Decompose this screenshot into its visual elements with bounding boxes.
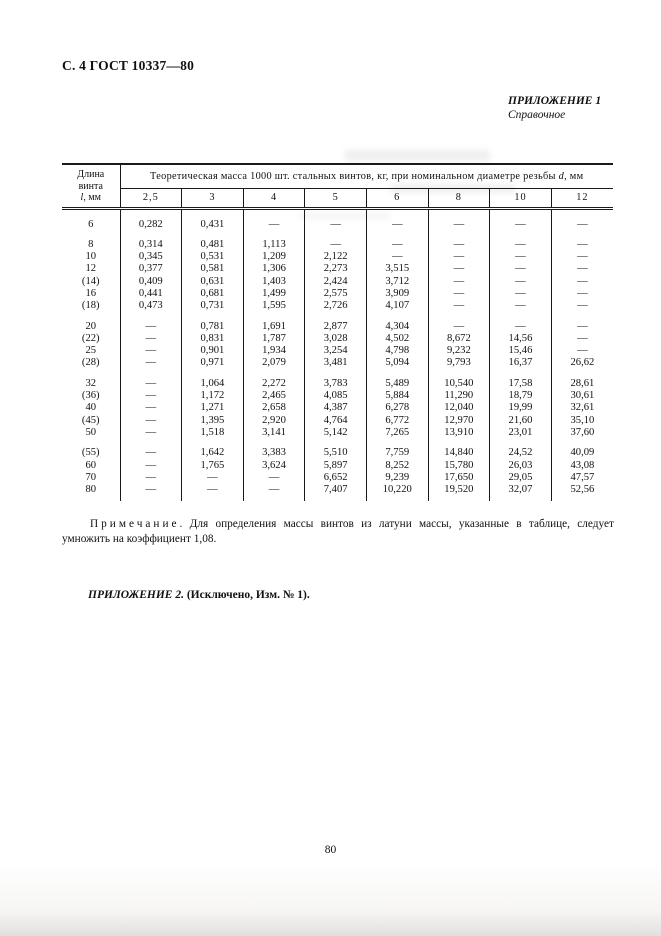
mass-value-cell: — <box>551 208 613 231</box>
mass-value-cell: 0,731 <box>182 300 244 312</box>
row-length-label: 70 <box>85 471 97 483</box>
mass-value-cell: 7,407 <box>305 484 367 501</box>
mass-value-cell: 0,781 <box>182 313 244 333</box>
table-row <box>62 370 613 390</box>
mass-value-cell: 2,658 <box>243 402 305 414</box>
mass-value-cell: — <box>120 402 182 414</box>
mass-value-cell: 1,518 <box>182 427 244 439</box>
mass-value-cell: — <box>120 345 182 357</box>
mass-value-cell: 1,271 <box>182 402 244 414</box>
mass-value-cell: 1,642 <box>182 439 244 459</box>
mass-value-cell: 2,920 <box>243 415 305 427</box>
table-row <box>62 390 613 402</box>
mass-value-cell: 1,499 <box>243 288 305 300</box>
mass-value-cell: 16,37 <box>490 357 552 369</box>
mass-value-cell: — <box>120 313 182 333</box>
mass-value-cell: — <box>490 288 552 300</box>
appendix-2-title: ПРИЛОЖЕНИЕ 2. <box>88 589 184 601</box>
mass-value-cell: 5,510 <box>305 439 367 459</box>
mass-value-cell: 13,910 <box>428 427 490 439</box>
mass-value-cell: 7,759 <box>366 439 428 459</box>
row-length-label: 32 <box>85 377 97 389</box>
mass-value-cell: 3,909 <box>366 288 428 300</box>
mass-value-cell: 5,884 <box>366 390 428 402</box>
mass-value-cell: — <box>490 276 552 288</box>
mass-value-cell: 2,273 <box>305 263 367 275</box>
mass-value-cell: — <box>551 313 613 333</box>
scan-artifact <box>345 150 490 161</box>
mass-value-cell: 0,681 <box>182 288 244 300</box>
mass-value-cell: 1,403 <box>243 276 305 288</box>
table-row <box>62 460 613 472</box>
mass-value-cell: — <box>366 231 428 251</box>
diameter-header-3: 5 <box>305 188 367 208</box>
mass-value-cell: 30,61 <box>551 390 613 402</box>
mass-value-cell: 3,481 <box>305 357 367 369</box>
mass-value-cell: — <box>551 251 613 263</box>
mass-value-cell: 0,581 <box>182 263 244 275</box>
row-length-label: (22) <box>81 332 100 344</box>
table-row <box>62 208 613 231</box>
mass-value-cell: — <box>428 251 490 263</box>
mass-value-cell: — <box>120 427 182 439</box>
mass-value-cell: — <box>243 484 305 501</box>
mass-value-cell: 26,62 <box>551 357 613 369</box>
mass-value-cell: — <box>490 231 552 251</box>
mass-value-cell: — <box>366 251 428 263</box>
mass-value-cell: 7,265 <box>366 427 428 439</box>
mass-value-cell: — <box>428 288 490 300</box>
mass-value-cell: 8,252 <box>366 460 428 472</box>
mass-value-cell: — <box>428 263 490 275</box>
mass-value-cell: — <box>120 333 182 345</box>
table-note <box>62 517 614 546</box>
mass-value-cell: 14,840 <box>428 439 490 459</box>
mass-value-cell: 2,424 <box>305 276 367 288</box>
mass-value-cell: 6,278 <box>366 402 428 414</box>
mass-value-cell: 28,61 <box>551 370 613 390</box>
mass-value-cell: 15,780 <box>428 460 490 472</box>
mass-value-cell: 0,531 <box>182 251 244 263</box>
row-length-label: 16 <box>85 287 97 299</box>
mass-value-cell: 18,79 <box>490 390 552 402</box>
row-length-label: (45) <box>81 414 100 426</box>
table-row <box>62 300 613 312</box>
row-length-label: 6 <box>88 218 94 230</box>
mass-value-cell: 5,489 <box>366 370 428 390</box>
mass-value-cell: 10,220 <box>366 484 428 501</box>
mass-value-cell: 1,209 <box>243 251 305 263</box>
table-row <box>62 402 613 414</box>
mass-value-cell: 9,239 <box>366 472 428 484</box>
mass-value-cell: 17,650 <box>428 472 490 484</box>
mass-value-cell: — <box>428 300 490 312</box>
mass-value-cell: 4,502 <box>366 333 428 345</box>
mass-value-cell: 0,971 <box>182 357 244 369</box>
mass-value-cell: 9,793 <box>428 357 490 369</box>
mass-value-cell: 1,064 <box>182 370 244 390</box>
mass-value-cell: 19,520 <box>428 484 490 501</box>
mass-value-cell: — <box>120 439 182 459</box>
mass-value-cell: 3,783 <box>305 370 367 390</box>
length-header-text: Длина винта <box>77 169 105 192</box>
mass-value-cell: 5,142 <box>305 427 367 439</box>
row-length-label: 80 <box>85 484 97 496</box>
screw-mass-table <box>62 163 613 501</box>
diameter-header-5: 8 <box>428 188 490 208</box>
table-row <box>62 439 613 459</box>
mass-value-cell: 1,395 <box>182 415 244 427</box>
mass-value-cell: 4,798 <box>366 345 428 357</box>
table-row <box>62 345 613 357</box>
mass-value-cell: — <box>428 276 490 288</box>
page-number: 80 <box>324 844 337 856</box>
mass-value-cell: 29,05 <box>490 472 552 484</box>
mass-value-cell: 32,61 <box>551 402 613 414</box>
diameter-header-6: 10 <box>490 188 552 208</box>
length-unit: , мм <box>83 192 101 203</box>
mass-value-cell: 0,431 <box>182 208 244 231</box>
mass-value-cell: 3,383 <box>243 439 305 459</box>
mass-value-cell: 4,107 <box>366 300 428 312</box>
mass-value-cell: 0,901 <box>182 345 244 357</box>
row-length-label: (14) <box>81 275 100 287</box>
row-length-label: 8 <box>88 238 94 250</box>
mass-value-cell: 3,712 <box>366 276 428 288</box>
mass-value-cell: — <box>120 472 182 484</box>
mass-value-cell: 5,897 <box>305 460 367 472</box>
row-length-label: 10 <box>85 251 97 263</box>
row-length-label: (18) <box>81 300 100 312</box>
mass-value-cell: 0,481 <box>182 231 244 251</box>
mass-value-cell: 12,040 <box>428 402 490 414</box>
mass-value-cell: 5,094 <box>366 357 428 369</box>
mass-value-cell: 1,691 <box>243 313 305 333</box>
appendix-2-status: (Исключено, Изм. № 1). <box>183 589 310 601</box>
row-length-label: (36) <box>81 390 100 402</box>
mass-value-cell: 0,409 <box>120 276 182 288</box>
mass-value-cell: 2,272 <box>243 370 305 390</box>
mass-value-cell: — <box>490 313 552 333</box>
table-row <box>62 333 613 345</box>
row-length-label: (55) <box>81 447 100 459</box>
mass-value-cell: — <box>243 472 305 484</box>
mass-value-cell: 0,631 <box>182 276 244 288</box>
mass-value-cell: 26,03 <box>490 460 552 472</box>
mass-value-cell: 37,60 <box>551 427 613 439</box>
mass-value-cell: 3,624 <box>243 460 305 472</box>
mass-value-cell: 2,726 <box>305 300 367 312</box>
row-length-label: 12 <box>85 263 97 275</box>
diameter-header-row <box>62 188 613 208</box>
table-row <box>62 276 613 288</box>
mass-value-cell: 4,387 <box>305 402 367 414</box>
row-length-label: (28) <box>81 357 100 369</box>
column-header-length <box>62 164 120 208</box>
mass-value-cell: — <box>182 472 244 484</box>
mass-value-cell: 0,282 <box>120 208 182 231</box>
mass-value-cell: 17,58 <box>490 370 552 390</box>
mass-value-cell: — <box>120 484 182 501</box>
mass-value-cell: 43,08 <box>551 460 613 472</box>
diameter-symbol: d <box>558 171 565 183</box>
diameter-header-4: 6 <box>366 188 428 208</box>
row-length-label: 25 <box>85 345 97 357</box>
mass-value-cell: 3,254 <box>305 345 367 357</box>
table-row <box>62 357 613 369</box>
mass-value-cell: — <box>428 313 490 333</box>
mass-value-cell: 40,09 <box>551 439 613 459</box>
mass-value-cell: — <box>120 370 182 390</box>
table-row <box>62 313 613 333</box>
mass-value-cell: 6,772 <box>366 415 428 427</box>
mass-value-cell: — <box>551 300 613 312</box>
mass-value-cell: — <box>305 208 367 231</box>
mass-value-cell: 1,787 <box>243 333 305 345</box>
mass-value-cell: 0,473 <box>120 300 182 312</box>
mass-value-cell: 1,934 <box>243 345 305 357</box>
mass-value-cell: 1,113 <box>243 231 305 251</box>
mass-value-cell: — <box>120 357 182 369</box>
appendix-2-line <box>88 589 310 601</box>
mass-value-cell: — <box>551 276 613 288</box>
span-header-text: Теоретическая масса 1000 шт. стальных винтов, кг, при номинальном диаметре резьбы <box>150 171 559 183</box>
mass-value-cell: — <box>490 251 552 263</box>
table-row <box>62 415 613 427</box>
mass-value-cell: 52,56 <box>551 484 613 501</box>
mass-value-cell: 3,028 <box>305 333 367 345</box>
length-symbol: l <box>80 192 84 203</box>
mass-value-cell: 8,672 <box>428 333 490 345</box>
mass-table-container <box>62 163 613 501</box>
row-length-label: 20 <box>85 320 97 332</box>
mass-value-cell: — <box>551 231 613 251</box>
mass-value-cell: 0,831 <box>182 333 244 345</box>
mass-value-cell: — <box>551 263 613 275</box>
mass-value-cell: — <box>551 288 613 300</box>
mass-value-cell: 2,575 <box>305 288 367 300</box>
mass-value-cell: 2,465 <box>243 390 305 402</box>
mass-value-cell: — <box>243 208 305 231</box>
row-length-label: 60 <box>85 459 97 471</box>
diameter-header-7: 12 <box>551 188 613 208</box>
mass-value-cell: 23,01 <box>490 427 552 439</box>
mass-value-cell: — <box>551 345 613 357</box>
mass-value-cell: 11,290 <box>428 390 490 402</box>
table-row <box>62 231 613 251</box>
mass-value-cell: 10,540 <box>428 370 490 390</box>
mass-value-cell: 3,141 <box>243 427 305 439</box>
mass-value-cell: 0,377 <box>120 263 182 275</box>
mass-value-cell: 1,306 <box>243 263 305 275</box>
row-length-label: 40 <box>85 402 97 414</box>
table-row <box>62 263 613 275</box>
mass-value-cell: 14,56 <box>490 333 552 345</box>
table-row <box>62 472 613 484</box>
mass-value-cell: 4,764 <box>305 415 367 427</box>
mass-value-cell: — <box>120 415 182 427</box>
mass-value-cell: 1,765 <box>182 460 244 472</box>
mass-value-cell: — <box>551 333 613 345</box>
mass-value-cell: 2,877 <box>305 313 367 333</box>
mass-value-cell: — <box>490 263 552 275</box>
page-header-title: С. 4 ГОСТ 10337—80 <box>62 58 195 73</box>
mass-value-cell: 0,314 <box>120 231 182 251</box>
table-row <box>62 427 613 439</box>
mass-value-cell: 1,172 <box>182 390 244 402</box>
mass-value-cell: — <box>366 208 428 231</box>
diameter-header-0: 2,5 <box>120 188 182 208</box>
appendix-1-subtitle: Справочное <box>508 109 566 121</box>
mass-value-cell: 0,441 <box>120 288 182 300</box>
mass-value-cell: 2,079 <box>243 357 305 369</box>
appendix-1-title: ПРИЛОЖЕНИЕ 1 <box>508 95 602 107</box>
mass-value-cell: 6,652 <box>305 472 367 484</box>
diameter-header-1: 3 <box>182 188 244 208</box>
table-row <box>62 288 613 300</box>
mass-value-cell: — <box>305 231 367 251</box>
mass-value-cell: 2,122 <box>305 251 367 263</box>
mass-value-cell: 21,60 <box>490 415 552 427</box>
table-row <box>62 484 613 501</box>
note-text: . Для определения массы винтов из латуни массы, указанные в таблице, следует умножить на коэффициент 1,08. <box>62 518 614 545</box>
mass-value-cell: 15,46 <box>490 345 552 357</box>
diameter-header-2: 4 <box>243 188 305 208</box>
mass-value-cell: — <box>120 460 182 472</box>
mass-value-cell: 35,10 <box>551 415 613 427</box>
column-header-mass-span <box>120 164 613 188</box>
mass-value-cell: — <box>428 208 490 231</box>
mass-value-cell: — <box>490 208 552 231</box>
mass-value-cell: 4,304 <box>366 313 428 333</box>
appendix-1-block <box>508 94 608 122</box>
mass-value-cell: — <box>120 390 182 402</box>
mass-value-cell: 1,595 <box>243 300 305 312</box>
mass-value-cell: 32,07 <box>490 484 552 501</box>
scan-edge-shadow <box>0 910 661 936</box>
mass-value-cell: — <box>490 300 552 312</box>
mass-value-cell: 24,52 <box>490 439 552 459</box>
mass-value-cell: 4,085 <box>305 390 367 402</box>
mass-value-cell: 12,970 <box>428 415 490 427</box>
mass-value-cell: — <box>182 484 244 501</box>
mass-value-cell: 9,232 <box>428 345 490 357</box>
mass-value-cell: — <box>428 231 490 251</box>
mass-value-cell: 3,515 <box>366 263 428 275</box>
mass-value-cell: 47,57 <box>551 472 613 484</box>
mass-value-cell: 0,345 <box>120 251 182 263</box>
span-header-unit: , мм <box>564 171 584 183</box>
row-length-label: 50 <box>85 426 97 438</box>
note-label: Примечание <box>90 518 180 531</box>
mass-value-cell: 19,99 <box>490 402 552 414</box>
table-row <box>62 251 613 263</box>
